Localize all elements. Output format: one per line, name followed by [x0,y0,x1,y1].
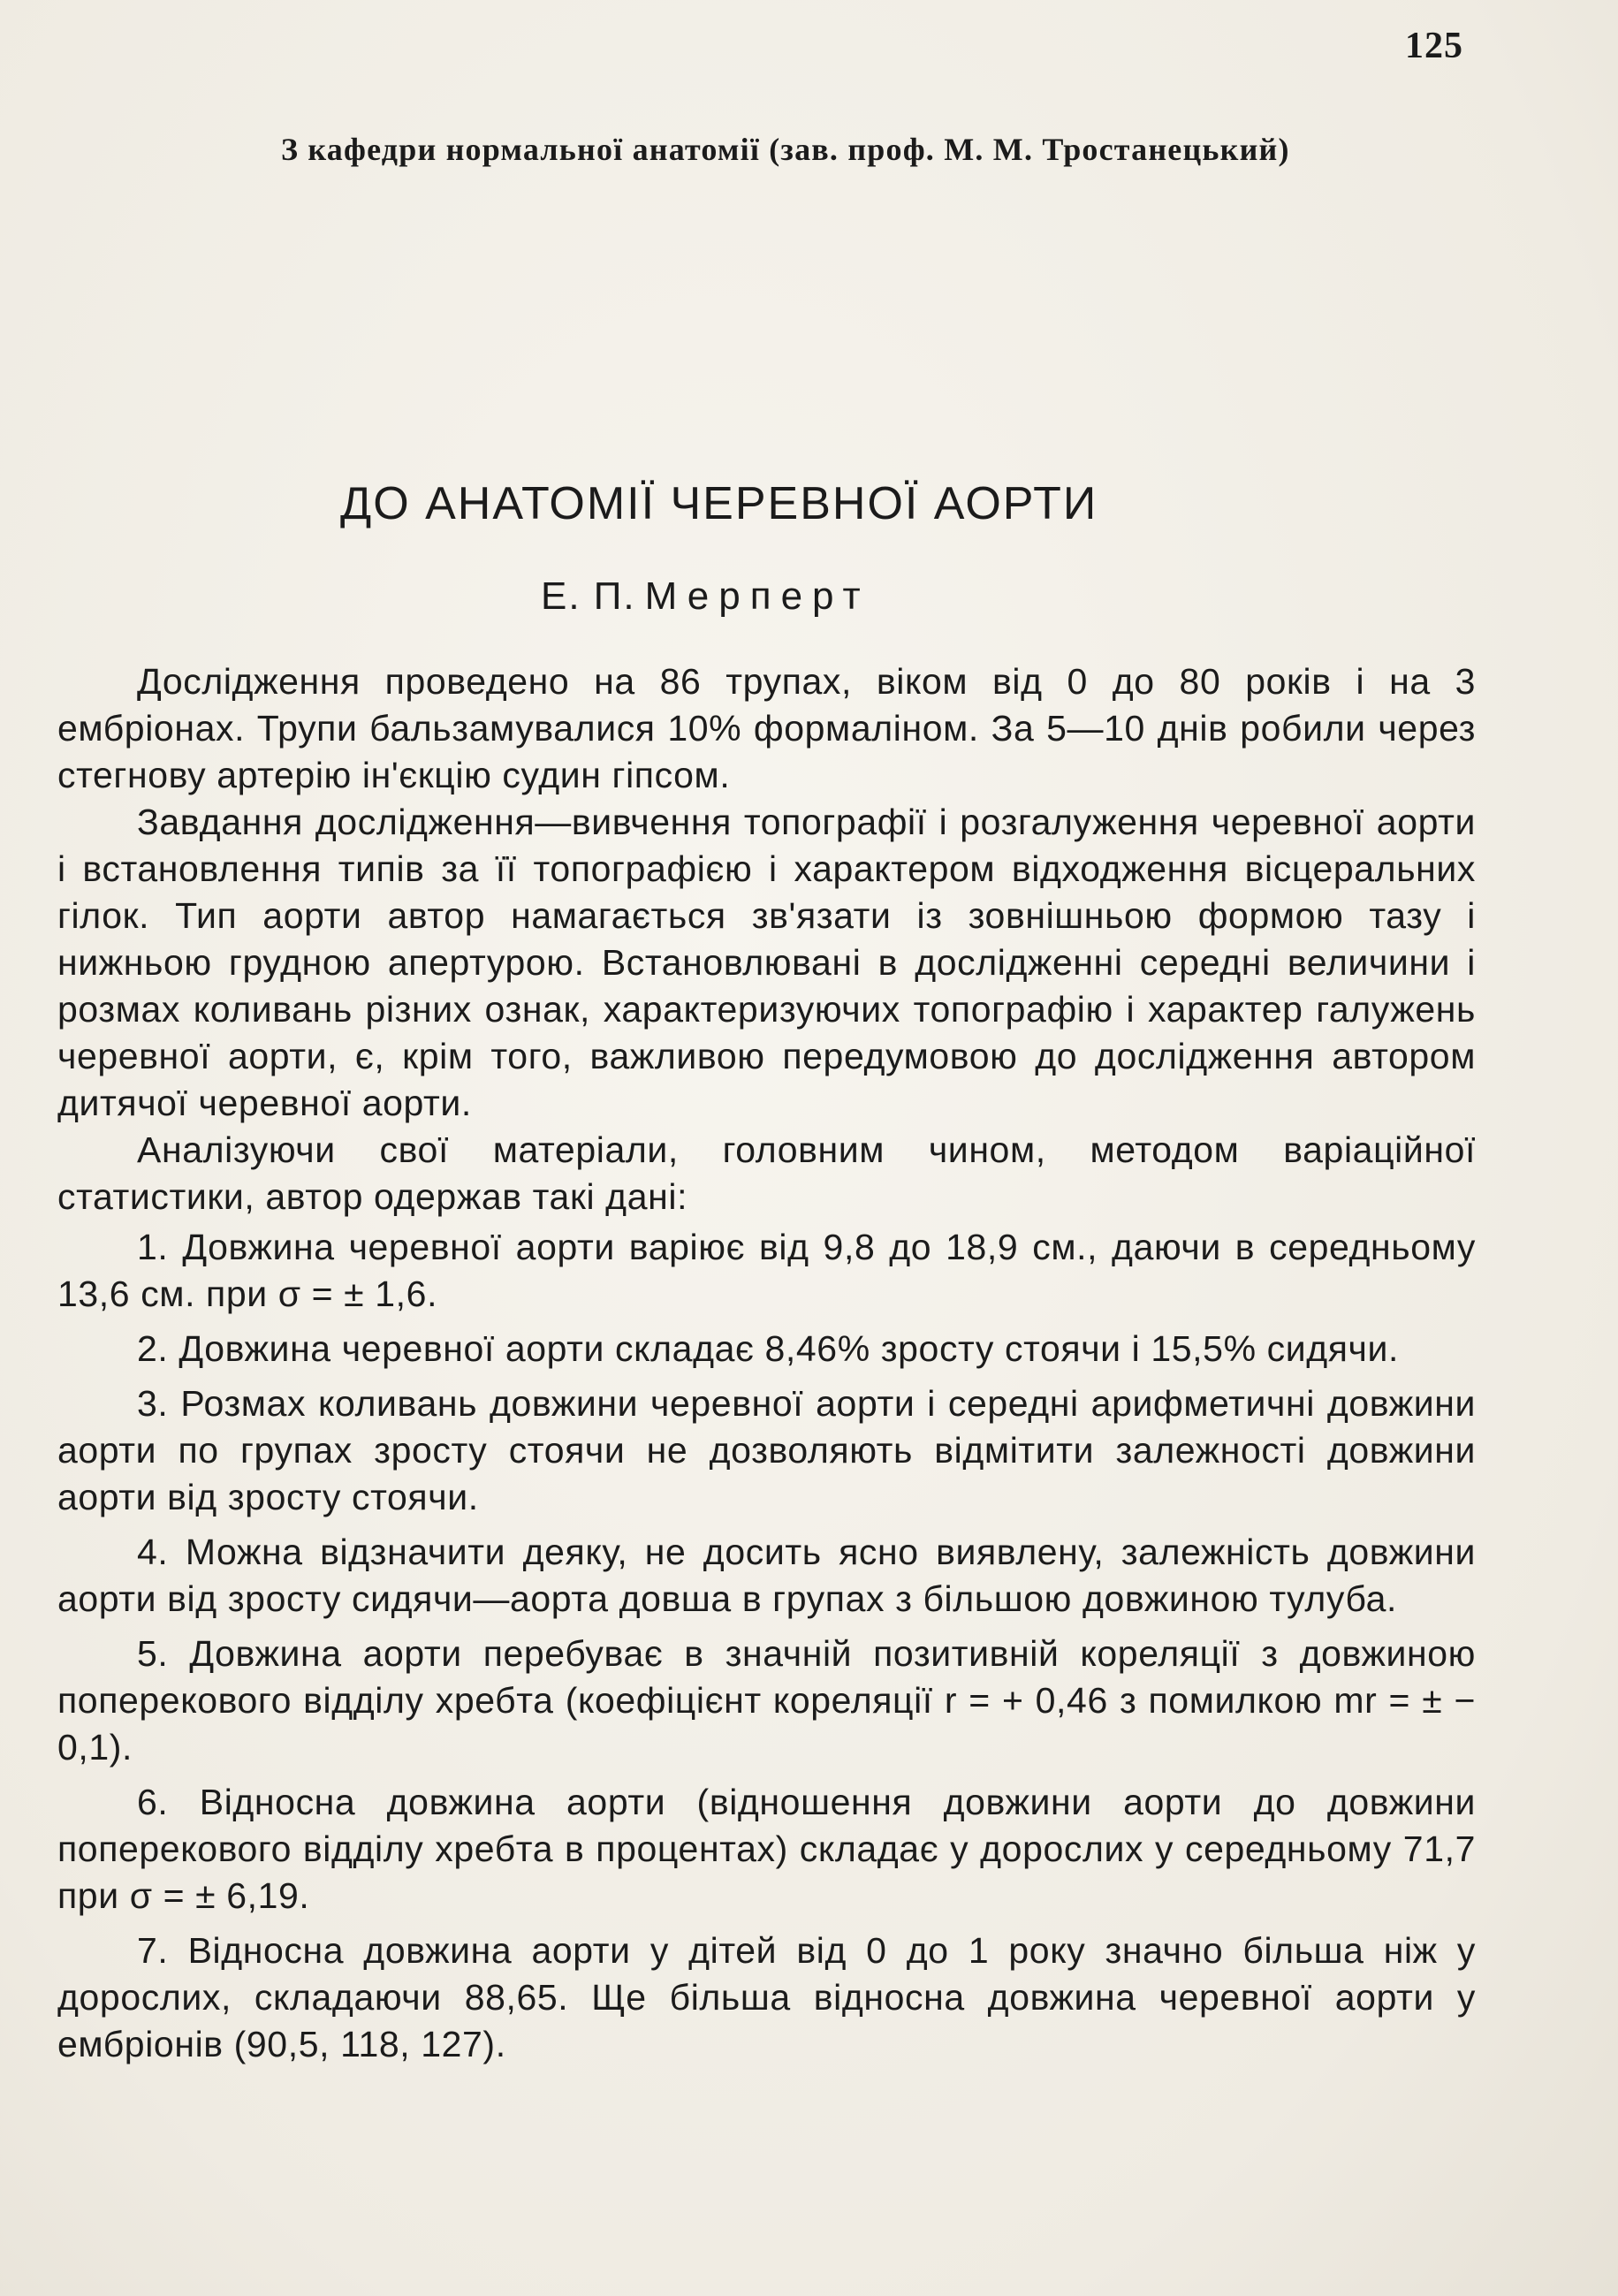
finding-item: 6. Відносна довжина аорти (відношення довжини аорти до довжини поперекового відділу хребта в процентах) складає у дорослих у середньому 71,7 при σ = ± 6,19. [57,1782,1476,1916]
article-title: ДО АНАТОМІЇ ЧЕРЕВНОЇ АОРТИ [340,478,1098,529]
author-surname: Мерперт [644,574,870,618]
article-body [57,658,1476,2068]
finding-item: 1. Довжина черевної аорти варіює від 9,8 до 18,9 см., даючи в середньому 13,6 см. при σ = ± 1,6. [57,1227,1476,1314]
finding-item: 3. Розмах коливань довжини черевної аорти і середні арифметичні довжини аорти по групах зросту стоячи не дозволяють відмітити залежності довжини аорти від зросту стоячи. [57,1383,1476,1517]
finding-item: 7. Відносна довжина аорти у дітей від 0 до 1 року значно більша ніж у дорослих, складаючи 88,65. Ще більша відносна довжина черевної аорти у ембріонів (90,5, 118, 127). [57,1930,1476,2064]
department-header: З кафедри нормальної анатомії (зав. проф. М. М. Тростанецький) [281,132,1290,167]
paragraph-analysis: Аналізуючи свої матеріали, головним чином, методом варіаційної статистики, автор одержав такі дані: [57,1129,1476,1217]
findings-list [57,1224,1476,2068]
paragraph-objective: Завдання дослідження—вивчення топографії і розгалуження черевної аорти і встановлення типів за її топографією і характером відходження вісцеральних гілок. Тип аорти автор намагається зв'язати із зовнішньою формою тазу і нижньою грудною апертурою. Встановлювані в дослідженні середні величини і розмах коливань різних ознак, характеризуючих топографію і характер галужень черевної аорти, є, крім того, важливою передумовою до дослідження автором дитячої черевної аорти. [57,802,1476,1123]
finding-item: 2. Довжина черевної аорти складає 8,46% зросту стоячи і 15,5% сидячи. [137,1328,1399,1369]
finding-item: 4. Можна відзначити деяку, не досить ясно виявлену, залежність довжини аорти від зросту сидячи—аорта довша в групах з більшою довжиною тулуба. [57,1532,1476,1619]
page-number: 125 [1405,26,1463,66]
finding-item: 5. Довжина аорти перебуває в значній позитивній кореляції з довжиною поперекового відділу хребта (коефіцієнт кореляції r = + 0,46 з помилкою mr = ± − 0,1). [57,1633,1476,1768]
paragraph-methods: Дослідження проведено на 86 трупах, віком від 0 до 80 років і на 3 ембріонах. Трупи бальзамувалися 10% формаліном. За 5—10 днів робили через стегнову артерію ін'єкцію судин гіпсом. [57,661,1476,795]
author-initials: Е. П. [541,574,636,618]
article-author [541,574,870,619]
